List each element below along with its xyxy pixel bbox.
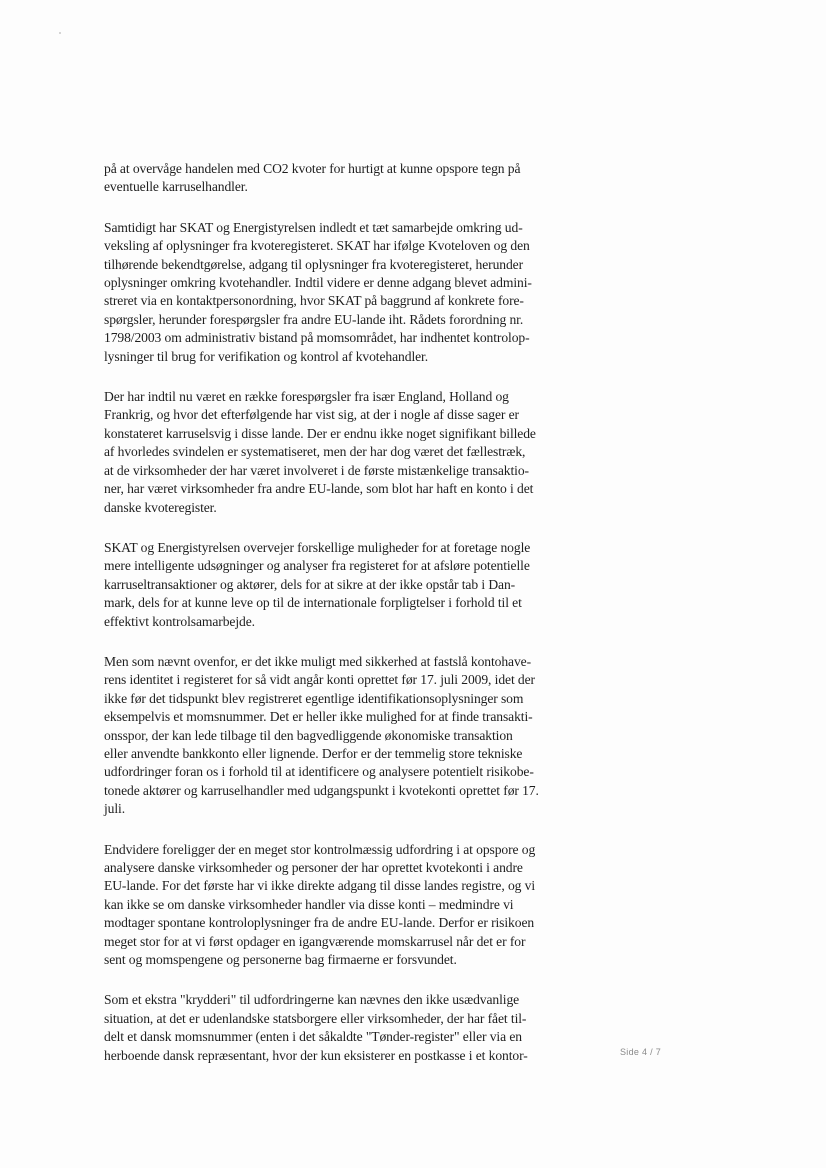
text-line: eventuelle karruselhandler. [104, 179, 248, 195]
text-line: udfordringer foran os i forhold til at identificere og analysere potentielt risikobe- [104, 764, 534, 780]
text-line: spørgsler, herunder forespørgsler fra andre EU-lande iht. Rådets forordning nr. [104, 311, 524, 327]
text-line: eller anvendte bankkonto eller lignende. Derfor er der temmelig store tekniske [104, 745, 523, 761]
text-line: konstateret karruselsvig i disse lande. Der er endnu ikke noget signifikant billede [104, 425, 536, 441]
paragraph [104, 539, 604, 631]
text-line: situation, at det er udenlandske statsborgere eller virksomheder, der har fået til- [104, 1010, 527, 1026]
text-line: juli. [104, 801, 126, 817]
text-line: Der har indtil nu været en række forespørgsler fra især England, Holland og [104, 389, 509, 405]
text-line: karruseltransaktioner og aktører, dels for at sikre at der ikke opstår tab i Dan- [104, 576, 516, 592]
body-text [104, 160, 604, 1087]
text-line: SKAT og Energistyrelsen overvejer forskellige muligheder for at foretage nogle [104, 539, 531, 555]
text-line: modtager spontane kontroloplysninger fra de andre EU-lande. Derfor er risikoen [104, 915, 535, 931]
text-line: mere intelligente udsøgninger og analyser fra registeret for at afsløre potentielle [104, 558, 530, 574]
paragraph [104, 841, 604, 970]
text-line: tonede aktører og karruselhandler med udgangspunkt i kvotekonti oprettet før 17. [104, 782, 539, 798]
text-line: rens identitet i registeret for så vidt angår konti oprettet før 17. juli 2009, idet der [104, 672, 535, 688]
scan-artifact [59, 32, 61, 34]
text-line: tilhørende bekendtgørelse, adgang til oplysninger fra kvoteregisteret, herunder [104, 256, 524, 272]
text-line: ikke før det tidspunkt blev registreret egentlige identifikationsoplysninger som [104, 690, 524, 706]
text-line: Samtidigt har SKAT og Energistyrelsen indledt et tæt samarbejde omkring ud- [104, 219, 523, 235]
text-line: herboende dansk repræsentant, hvor der kun eksisterer en postkasse i et kontor- [104, 1047, 528, 1063]
text-line: delt et dansk momsnummer (enten i det såkaldte "Tønder-register" eller via en [104, 1029, 522, 1045]
paragraph [104, 219, 604, 366]
text-line: kan ikke se om danske virksomheder handler via disse konti – medmindre vi [104, 896, 514, 912]
text-line: veksling af oplysninger fra kvoteregisteret. SKAT har ifølge Kvoteloven og den [104, 238, 530, 254]
text-line: eksempelvis et momsnummer. Det er heller ikke mulighed for at finde transakti- [104, 709, 533, 725]
text-line: onsspor, der kan lede tilbage til den bagvedliggende økonomiske transaktion [104, 727, 513, 743]
text-line: EU-lande. For det første har vi ikke direkte adgang til disse landes registre, og vi [104, 878, 536, 894]
text-line: Men som nævnt ovenfor, er det ikke muligt med sikkerhed at fastslå kontohave- [104, 653, 532, 669]
text-line: oplysninger omkring kvotehandler. Indtil videre er denne adgang blevet admini- [104, 275, 532, 291]
text-line: lysninger til brug for verifikation og kontrol af kvotehandler. [104, 348, 429, 364]
text-line: Endvidere foreligger der en meget stor kontrolmæssig udfordring i at opspore og [104, 841, 536, 857]
text-line: analysere danske virksomheder og personer der har oprettet kvotekonti i andre [104, 860, 523, 875]
text-line: Frankrig, og hvor det efterfølgende har vist sig, at der i nogle af disse sager er [104, 407, 519, 423]
paragraph [104, 388, 604, 517]
text-line: at de virksomheder der har været involveret i de første mistænkelige transaktio- [104, 462, 529, 478]
text-line: ner, har været virksomheder fra andre EU-lande, som blot har haft en konto i det [104, 481, 534, 497]
paragraph [104, 991, 604, 1065]
text-line: mark, dels for at kunne leve op til de internationale forpligtelser i forhold til et [104, 595, 522, 611]
text-line: sent og momspengene og personerne bag firmaerne er forsvundet. [104, 952, 457, 968]
text-line: meget stor for at vi først opdager en igangværende momskarrusel når det er for [104, 933, 526, 949]
text-line: effektivt kontrolsamarbejde. [104, 613, 255, 629]
page-number: Side 4 / 7 [620, 1047, 662, 1057]
text-line: af hvorledes svindelen er systematiseret, men der har dog været det fællestræk, [104, 444, 526, 460]
text-line: 1798/2003 om administrativ bistand på momsområdet, har indhentet kontrolop- [104, 330, 530, 346]
text-line: på at overvåge handelen med CO2 kvoter for hurtigt at kunne opspore tegn på [104, 161, 521, 176]
paragraph [104, 160, 604, 197]
paragraph [104, 653, 604, 819]
text-line: Som et ekstra "krydderi" til udfordringerne kan nævnes den ikke usædvanlige [104, 992, 520, 1008]
text-line: streret via en kontaktpersonordning, hvor SKAT på baggrund af konkrete fore- [104, 293, 524, 309]
text-line: danske kvoteregister. [104, 499, 217, 515]
